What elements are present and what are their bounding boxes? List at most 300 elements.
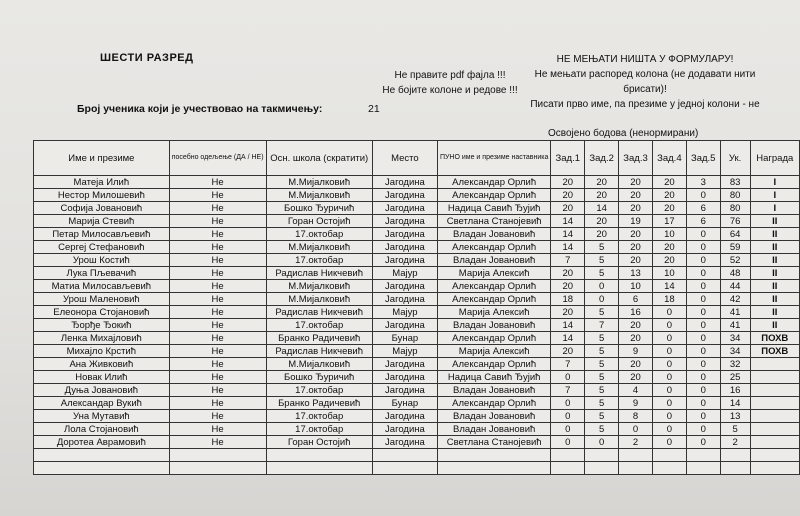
cell-award: II [750,228,799,241]
cell-name: Матеја Илић [34,176,170,189]
table-body [34,176,800,475]
table-row [34,215,800,228]
cell-name: Лука Пљевачић [34,267,170,280]
cell-total: 41 [720,306,750,319]
cell-total: 42 [720,293,750,306]
cell-name: Александар Вукић [34,397,170,410]
cell-award [750,462,799,475]
cell-award: II [750,293,799,306]
cell-task1: 20 [551,202,585,215]
cell-teacher: Светлана Станојевић [437,436,550,449]
cell-task1 [551,462,585,475]
instruction-line: Писати прво име, па презиме у једној колони - не [530,99,760,110]
cell-task3: 4 [619,384,653,397]
cell-task1: 20 [551,176,585,189]
cell-school: 17.октобар [266,254,372,267]
cell-task5 [686,449,720,462]
cell-name: Михајло Крстић [34,345,170,358]
cell-task2: 5 [585,384,619,397]
cell-place: Јагодина [372,280,437,293]
results-table [33,140,800,475]
cell-separate-class: Не [169,176,266,189]
cell-task4: 18 [652,293,686,306]
cell-task3: 6 [619,293,653,306]
cell-task1: 7 [551,384,585,397]
cell-teacher [437,449,550,462]
cell-separate-class: Не [169,332,266,345]
cell-teacher: Владан Јовановић [437,410,550,423]
cell-total: 83 [720,176,750,189]
cell-award [750,358,799,371]
table-row [34,345,800,358]
cell-task1: 0 [551,397,585,410]
cell-separate-class: Не [169,241,266,254]
cell-school [266,462,372,475]
table-row [34,423,800,436]
cell-teacher: Владан Јовановић [437,228,550,241]
cell-task1: 20 [551,267,585,280]
cell-task3: 9 [619,345,653,358]
cell-task4: 0 [652,358,686,371]
cell-task2: 5 [585,306,619,319]
cell-task3: 20 [619,176,653,189]
cell-task3: 20 [619,254,653,267]
cell-total: 59 [720,241,750,254]
cell-task2: 20 [585,228,619,241]
cell-name: Доротеа Аврамовић [34,436,170,449]
cell-name: Урош Костић [34,254,170,267]
cell-task5: 0 [686,319,720,332]
cell-task5: 0 [686,267,720,280]
cell-task2: 7 [585,319,619,332]
cell-task1: 7 [551,254,585,267]
cell-teacher: Марија Алексић [437,345,550,358]
cell-name: Ђорђе Ђокић [34,319,170,332]
cell-task3: 20 [619,332,653,345]
cell-place: Мајур [372,306,437,319]
cell-task1 [551,449,585,462]
cell-task3: 9 [619,397,653,410]
cell-task5: 0 [686,189,720,202]
cell-place: Јагодина [372,228,437,241]
cell-separate-class: Не [169,254,266,267]
cell-teacher: Владан Јовановић [437,384,550,397]
participant-count-value: 21 [368,103,380,115]
cell-school: М.Мијалковић [266,293,372,306]
cell-task1: 14 [551,319,585,332]
table-row [34,449,800,462]
cell-task2: 5 [585,371,619,384]
cell-total [720,449,750,462]
cell-separate-class: Не [169,306,266,319]
cell-place: Јагодина [372,410,437,423]
cell-award: II [750,254,799,267]
cell-total: 13 [720,410,750,423]
cell-total: 32 [720,358,750,371]
cell-task3: 20 [619,202,653,215]
cell-task4: 0 [652,319,686,332]
cell-task1: 0 [551,371,585,384]
cell-total: 64 [720,228,750,241]
cell-task5: 0 [686,332,720,345]
cell-name: Ленка Михајловић [34,332,170,345]
cell-school: М.Мијалковић [266,189,372,202]
cell-school: 17.октобар [266,410,372,423]
cell-total: 34 [720,345,750,358]
cell-award: II [750,306,799,319]
cell-place: Бунар [372,332,437,345]
cell-task3: 10 [619,280,653,293]
warning-line: Не бојите колоне и редове !!! [382,85,518,96]
col-header-separate-class: посебно одељење (ДА / НЕ) [169,141,266,176]
cell-task1: 20 [551,189,585,202]
cell-task1: 14 [551,241,585,254]
cell-total: 34 [720,332,750,345]
cell-task5: 0 [686,254,720,267]
table-row [34,436,800,449]
col-header-task1: Зад.1 [551,141,585,176]
col-header-total: Ук. [720,141,750,176]
cell-separate-class: Не [169,267,266,280]
cell-task1: 0 [551,410,585,423]
cell-name: Лола Стојановић [34,423,170,436]
cell-task4: 20 [652,241,686,254]
cell-teacher: Александар Орлић [437,358,550,371]
cell-separate-class: Не [169,410,266,423]
cell-separate-class: Не [169,436,266,449]
cell-name: Сергеј Стефановић [34,241,170,254]
table-row [34,397,800,410]
cell-task3: 19 [619,215,653,228]
cell-task5: 6 [686,202,720,215]
cell-separate-class [169,449,266,462]
cell-place [372,462,437,475]
cell-task2: 0 [585,280,619,293]
cell-school: Бранко Радичевић [266,397,372,410]
cell-task2: 5 [585,358,619,371]
table-row [34,267,800,280]
cell-task4: 0 [652,371,686,384]
cell-teacher: Александар Орлић [437,332,550,345]
cell-separate-class: Не [169,189,266,202]
cell-award: ПОХВ [750,345,799,358]
table-row [34,332,800,345]
cell-award [750,449,799,462]
cell-task4: 10 [652,267,686,280]
cell-task1: 18 [551,293,585,306]
cell-task5: 0 [686,410,720,423]
cell-total: 2 [720,436,750,449]
cell-school: 17.октобар [266,423,372,436]
cell-school: Бранко Радичевић [266,332,372,345]
cell-teacher: Александар Орлић [437,280,550,293]
cell-task2: 5 [585,410,619,423]
cell-separate-class: Не [169,345,266,358]
cell-total: 80 [720,202,750,215]
cell-name [34,449,170,462]
cell-task3: 20 [619,371,653,384]
cell-task5: 0 [686,358,720,371]
cell-teacher: Марија Алексић [437,306,550,319]
cell-separate-class: Не [169,423,266,436]
cell-separate-class: Не [169,215,266,228]
cell-task2: 20 [585,189,619,202]
instruction-line: Не мењати распоред колона (не додавати нити [534,69,756,80]
cell-task3: 16 [619,306,653,319]
cell-place: Јагодина [372,436,437,449]
cell-name [34,462,170,475]
cell-name: Урош Маленовић [34,293,170,306]
cell-task2: 5 [585,254,619,267]
participant-count-label: Број ученика који је учествовао на такмичењу: [77,103,323,115]
cell-task3: 2 [619,436,653,449]
cell-name: Елеонора Стојановић [34,306,170,319]
cell-task4: 0 [652,397,686,410]
cell-name: Марија Стевић [34,215,170,228]
cell-task5: 0 [686,423,720,436]
cell-task4: 20 [652,202,686,215]
cell-teacher: Владан Јовановић [437,423,550,436]
cell-teacher: Александар Орлић [437,241,550,254]
cell-task3: 0 [619,423,653,436]
cell-school: Радислав Никчевић [266,267,372,280]
warning-line: Не правите pdf фајла !!! [394,70,506,81]
cell-school: 17.октобар [266,384,372,397]
col-header-place: Место [372,141,437,176]
cell-school [266,449,372,462]
cell-task2: 5 [585,397,619,410]
cell-total: 52 [720,254,750,267]
cell-task4 [652,449,686,462]
cell-task5: 0 [686,436,720,449]
cell-task5: 0 [686,345,720,358]
table-row [34,202,800,215]
cell-task2: 5 [585,345,619,358]
cell-task4: 0 [652,332,686,345]
cell-task3: 8 [619,410,653,423]
cell-task2: 20 [585,215,619,228]
cell-task4: 0 [652,306,686,319]
cell-award [750,436,799,449]
form-instructions [520,52,770,112]
cell-school: Радислав Никчевић [266,306,372,319]
cell-teacher: Марија Алексић [437,267,550,280]
cell-school: Горан Остојић [266,436,372,449]
cell-task2: 0 [585,293,619,306]
cell-place: Мајур [372,345,437,358]
cell-place: Мајур [372,267,437,280]
col-header-task3: Зад.3 [619,141,653,176]
table-row [34,228,800,241]
cell-task4: 20 [652,176,686,189]
cell-school: М.Мијалковић [266,241,372,254]
header-row [34,141,800,176]
cell-task1: 14 [551,228,585,241]
cell-place: Бунар [372,397,437,410]
cell-place: Јагодина [372,371,437,384]
cell-task2: 20 [585,176,619,189]
cell-award [750,397,799,410]
col-header-teacher: ПУНО име и презиме наставника [437,141,550,176]
cell-school: Бошко Ђуричић [266,202,372,215]
cell-teacher: Александар Орлић [437,293,550,306]
cell-teacher: Александар Орлић [437,397,550,410]
cell-separate-class: Не [169,280,266,293]
cell-name: Софија Јовановић [34,202,170,215]
cell-total: 25 [720,371,750,384]
col-header-name: Име и презиме [34,141,170,176]
cell-task4 [652,462,686,475]
cell-name: Матиа Милосављевић [34,280,170,293]
cell-task3: 20 [619,241,653,254]
table-row [34,410,800,423]
cell-teacher: Надица Савић Ђујић [437,202,550,215]
cell-task1: 14 [551,332,585,345]
cell-task3: 20 [619,358,653,371]
cell-task2: 14 [585,202,619,215]
table-row [34,384,800,397]
cell-task4: 20 [652,189,686,202]
cell-task5: 0 [686,306,720,319]
col-header-school: Осн. школа (скратити) [266,141,372,176]
cell-place: Јагодина [372,293,437,306]
cell-task1: 7 [551,358,585,371]
cell-award [750,384,799,397]
cell-task4: 0 [652,384,686,397]
col-header-task2: Зад.2 [585,141,619,176]
cell-task2 [585,449,619,462]
cell-name: Новак Илић [34,371,170,384]
cell-task3 [619,449,653,462]
cell-name: Уна Мутавић [34,410,170,423]
cell-place [372,449,437,462]
table-row [34,293,800,306]
cell-teacher: Владан Јовановић [437,319,550,332]
cell-school: Радислав Никчевић [266,345,372,358]
col-header-award: Награда [750,141,799,176]
cell-award [750,371,799,384]
cell-award: ПОХВ [750,332,799,345]
cell-name: Нестор Милошевић [34,189,170,202]
cell-award: II [750,241,799,254]
cell-separate-class: Не [169,319,266,332]
cell-teacher: Александар Орлић [437,189,550,202]
instruction-line: брисати)! [623,84,667,95]
cell-school: М.Мијалковић [266,358,372,371]
cell-task2: 5 [585,332,619,345]
cell-task3: 13 [619,267,653,280]
cell-place: Јагодина [372,189,437,202]
cell-task4: 0 [652,436,686,449]
cell-school: Бошко Ђуричић [266,371,372,384]
cell-task4: 0 [652,345,686,358]
cell-task5 [686,462,720,475]
cell-separate-class: Не [169,358,266,371]
cell-total [720,462,750,475]
cell-school: 17.октобар [266,228,372,241]
cell-total: 48 [720,267,750,280]
cell-total: 14 [720,397,750,410]
table-row [34,319,800,332]
cell-separate-class: Не [169,293,266,306]
instruction-line: НЕ МЕЊАТИ НИШТА У ФОРМУЛАРУ! [556,54,734,65]
table-row [34,306,800,319]
cell-total: 5 [720,423,750,436]
cell-separate-class [169,462,266,475]
table-row [34,280,800,293]
cell-place: Јагодина [372,254,437,267]
cell-school: М.Мијалковић [266,176,372,189]
cell-total: 80 [720,189,750,202]
cell-place: Јагодина [372,215,437,228]
cell-separate-class: Не [169,228,266,241]
cell-place: Јагодина [372,423,437,436]
cell-task4: 20 [652,254,686,267]
cell-task5: 0 [686,241,720,254]
cell-teacher: Надица Савић Ђујић [437,371,550,384]
cell-task5: 0 [686,293,720,306]
cell-separate-class: Не [169,202,266,215]
cell-award: I [750,189,799,202]
cell-task4: 0 [652,423,686,436]
cell-separate-class: Не [169,371,266,384]
cell-separate-class: Не [169,397,266,410]
table-row [34,241,800,254]
cell-separate-class: Не [169,384,266,397]
cell-award [750,423,799,436]
cell-name: Петар Милосављевић [34,228,170,241]
cell-teacher: Александар Орлић [437,176,550,189]
cell-school: 17.октобар [266,319,372,332]
cell-task5: 0 [686,280,720,293]
cell-teacher [437,462,550,475]
cell-place: Јагодина [372,202,437,215]
cell-task4: 10 [652,228,686,241]
cell-task4: 0 [652,410,686,423]
cell-task2: 5 [585,241,619,254]
cell-task1: 0 [551,436,585,449]
cell-award: II [750,319,799,332]
cell-total: 76 [720,215,750,228]
table-row [34,254,800,267]
cell-award: II [750,280,799,293]
cell-task5: 0 [686,371,720,384]
cell-task5: 3 [686,176,720,189]
cell-task1: 14 [551,215,585,228]
cell-place: Јагодина [372,319,437,332]
cell-task5: 0 [686,228,720,241]
cell-place: Јагодина [372,384,437,397]
cell-task1: 20 [551,345,585,358]
cell-task3: 20 [619,189,653,202]
cell-task4: 17 [652,215,686,228]
table-row [34,189,800,202]
cell-task1: 20 [551,306,585,319]
cell-name: Дуњa Јовановић [34,384,170,397]
cell-place: Јагодина [372,358,437,371]
cell-teacher: Светлана Станојевић [437,215,550,228]
cell-task1: 20 [551,280,585,293]
cell-place: Јагодина [372,176,437,189]
col-header-task5: Зад.5 [686,141,720,176]
cell-task3 [619,462,653,475]
table-row [34,371,800,384]
cell-total: 44 [720,280,750,293]
cell-total: 16 [720,384,750,397]
table-row [34,358,800,371]
cell-award: I [750,202,799,215]
cell-task2: 0 [585,436,619,449]
